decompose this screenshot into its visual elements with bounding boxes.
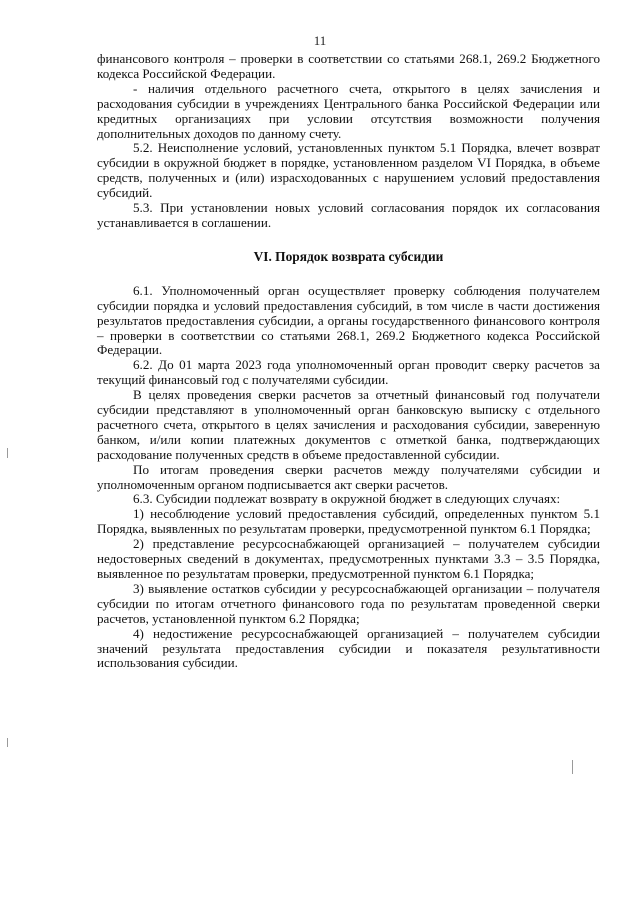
page-number: 11 xyxy=(313,33,327,48)
paragraph: 6.2. До 01 марта 2023 года уполномоченный орган проводит сверку расчетов за текущий финансовый год с получателями субсидии. xyxy=(97,357,600,388)
list-item: 4) недостижение ресурсоснабжающей организацией – получателем субсидии значений результата предоставления субсидии и показателя результативности использования субсидии. xyxy=(97,625,600,671)
paragraph: 5.3. При установлении новых условий согласования порядок их согласования устанавливается в соглашении. xyxy=(97,200,600,230)
section-title: VI. Порядок возврата субсидии xyxy=(253,248,444,264)
document-body xyxy=(97,52,600,671)
scan-mark xyxy=(572,760,573,774)
paragraph: 6.3. Субсидии подлежат возврату в окружной бюджет в следующих случаях: xyxy=(133,491,561,507)
paragraph: - наличия отдельного расчетного счета, открытого в целях зачисления и расходования субсидии в учреждениях Центрального банка Российской Федерации или кредитных организациях при условии отсутствия возможности получения дополнительных доходов по данному счету. xyxy=(97,80,600,141)
scan-mark xyxy=(7,448,8,458)
paragraph: 5.2. Неисполнение условий, установленных пунктом 5.1 Порядка, влечет возврат субсидии в окружной бюджет в порядке, установленном разделом VI Порядка, в объеме средств, полученных и (или) израсходованных с нарушением условий предоставления субсидий. xyxy=(97,140,600,201)
paragraph: финансового контроля – проверки в соответствии со статьями 268.1, 269.2 Бюджетного кодекса Российской Федерации. xyxy=(97,51,600,81)
list-item: 1) несоблюдение условий предоставления субсидий, определенных пунктом 5.1 Порядка, выявленных по результатам проверки, предусмотренной пунктом 6.1 Порядка; xyxy=(97,506,600,537)
list-item: 3) выявление остатков субсидии у ресурсоснабжающей организации – получателя субсидии по итогам отчетного финансового года по результатам проведенной сверки расчетов, установленной пунктом 6.2 Порядка; xyxy=(97,580,600,626)
paragraph: По итогам проведения сверки расчетов между получателями субсидии и уполномоченным органом подписывается акт сверки расчетов. xyxy=(97,461,600,492)
list-item: 2) представление ресурсоснабжающей организацией – получателем субсидии недостоверных сведений в документах, предусмотренных пунктами 3.3 – 3.5 Порядка, выявленное по результатам проверки, предусмотренной пунктом 6.1 Порядка; xyxy=(97,536,600,581)
paragraph: 6.1. Уполномоченный орган осуществляет проверку соблюдения получателем субсидии порядка и условий предоставления субсидий, в том числе в части достижения результатов предоставления субсидии, а органы государственного финансового контроля – проверки в соответствии со статьями 268.1, 269.2 Бюджетного кодекса Российской Федерации. xyxy=(97,282,600,358)
scan-mark xyxy=(7,738,8,747)
paragraph: В целях проведения сверки расчетов за отчетный финансовый год получатели субсидии представляют в уполномоченный орган банковскую выписку с отдельного расчетного счета, открытого в целях зачисления и расходования субсидии, заверенную банком, и/или копии платежных документов с отметкой банка, подтверждающих расходование полученных средств в объеме предоставленной субсидии. xyxy=(97,387,600,462)
